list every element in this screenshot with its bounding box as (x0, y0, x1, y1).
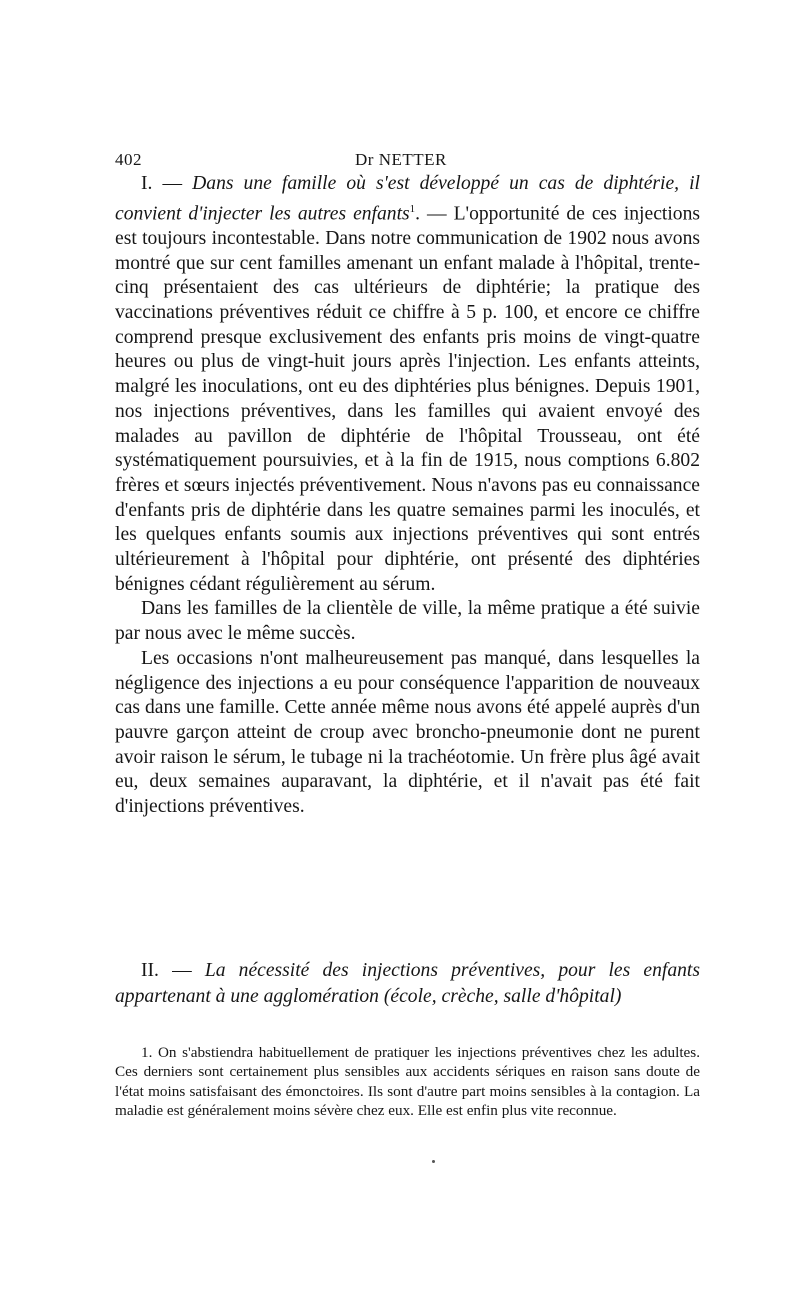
section-one-numeral: I. — (141, 173, 183, 194)
section-one-paragraph-2: Dans les familles de la clientèle de ville, la même pratique a été suivie par nous avec le même succès. (115, 598, 700, 645)
section-one-paragraph-1-text: . — L'opportunité de ces injections est toujours incontestable. Dans notre communication de 1902 nous avons montré que sur cent familles amenant un enfant malade à l'hôpital, trente-cinq présentaient des cas ultérieurs de diphtérie; la pratique des vaccinations préventives réduit ce chiffre à 5 p. 100, et encore ce chiffre comprend presque exclusivement des enfants pris moins de vingt-quatre heures ou plus de vingt-huit jours après l'injection. Les enfants atteints, malgré les inoculations, ont eu des diphtéries plus bénignes. Depuis 1901, nos injections préventives, dans les familles qui avaient envoyé des malades au pavillon de diphtérie de l'hôpital Trousseau, ont été systématiquement poursuivies, et à la fin de 1915, nous comptions 6.802 frères et sœurs injectés préventivement. Nous n'avons pas eu connaissance d'enfants pris de diphtérie dans les quatre semaines parmi les inoculés, et les quelques enfants soumis aux injections préventives qui sont entrés ultérieurement à l'hôpital pour diphtérie, ont présenté des diphtéries bénignes cédant régulièrement au sérum. (115, 203, 700, 595)
running-head: Dr NETTER (355, 150, 447, 169)
footnote-text: 1. On s'abstiendra habituellement de pratiquer les injections préventives chez les adultes. Ces derniers sont certainement plus sensibles aux accidents sériques en raison sans doute de l'état moins satisfaisant des émonctoires. Ils sont d'autre part moins sensibles à la contagion. La maladie est généralement moins sévère chez eux. Elle est enfin plus vite reconnue. (115, 1044, 700, 1119)
section-one-heading: Dans une famille où s'est développé un cas de diphtérie, il convient d'injecter les autres enfants (115, 173, 700, 225)
page-number: 402 (115, 150, 142, 169)
section-two-numeral: II. — (141, 960, 192, 981)
ink-dot (432, 1160, 435, 1163)
section-two-paragraph (115, 958, 700, 1010)
section-one-paragraph-3: Les occasions n'ont malheureusement pas manqué, dans lesquelles la négligence des injections a eu pour conséquence l'apparition de nouveaux cas dans une famille. Cette année même nous avons été appelé auprès d'un pauvre garçon atteint de croup avec broncho-pneumonie dont ne purent avoir raison le sérum, le tubage ni la trachéotomie. Un frère plus âgé avait eu, deux semaines auparavant, la diphtérie, et il n'avait pas été fait d'injections préventives. (115, 647, 700, 818)
footnote (115, 1043, 700, 1120)
section-two-heading: La nécessité des injections préventives, pour les enfants appartenant à une agglomération (école, crèche, salle d'hôpital) (115, 960, 700, 1007)
section-two (115, 958, 700, 1010)
section-one (115, 172, 700, 820)
section-one-paragraph-1 (115, 172, 700, 597)
footnote-reference: 1 (409, 202, 416, 215)
